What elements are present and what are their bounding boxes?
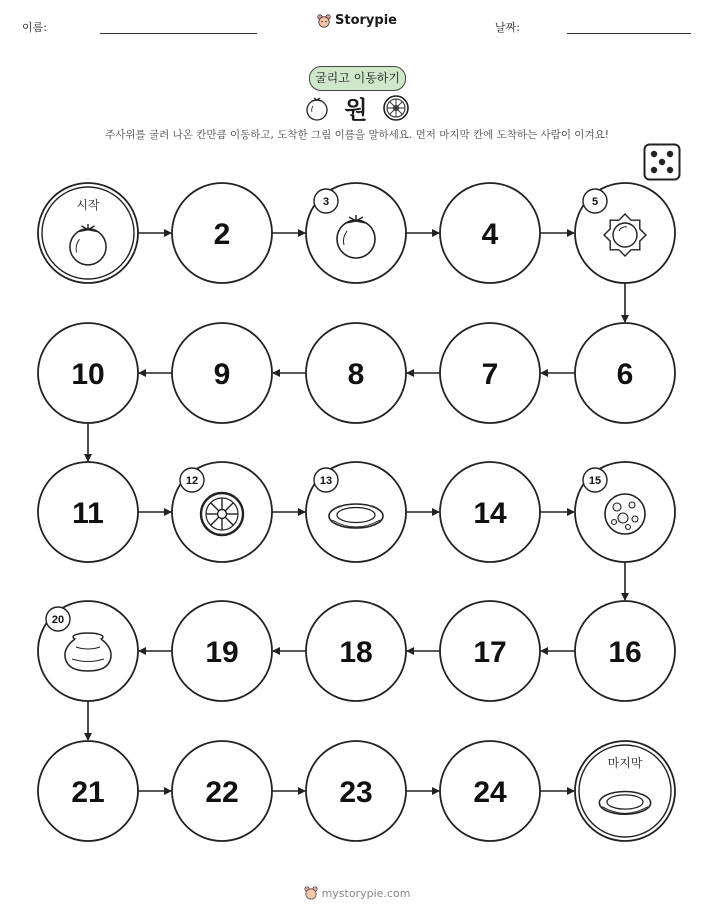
space-badge-number: 12 (185, 475, 199, 487)
space-number: 8 (347, 358, 365, 391)
board-space-15[interactable] (575, 462, 675, 562)
brand-name: Storypie (335, 13, 397, 28)
space-number: 6 (616, 358, 634, 391)
page-title: 원 (344, 96, 368, 124)
moon-icon (605, 494, 645, 534)
board-space-23[interactable] (306, 741, 406, 841)
space-number: 4 (481, 218, 499, 251)
board-space-20[interactable] (38, 601, 138, 701)
space-number-badge (583, 468, 607, 492)
board-space-1[interactable] (38, 183, 138, 283)
space-number: 16 (608, 636, 642, 669)
board-space-13[interactable] (306, 462, 406, 562)
name-label: 이름: (22, 21, 47, 34)
board-space-17[interactable] (440, 601, 540, 701)
space-number: 2 (213, 218, 231, 251)
space-number-badge (314, 468, 338, 492)
board-space-16[interactable] (575, 601, 675, 701)
sun-icon (604, 214, 646, 256)
space-number: 9 (213, 358, 231, 391)
board-space-7[interactable] (440, 323, 540, 423)
space-badge-number: 13 (319, 475, 333, 487)
board-space-14[interactable] (440, 462, 540, 562)
date-label: 날짜: (495, 21, 520, 34)
space-label: 시작 (76, 198, 100, 212)
board-space-12[interactable] (172, 462, 272, 562)
board-space-10[interactable] (38, 323, 138, 423)
space-badge-number: 20 (51, 614, 65, 626)
space-number-badge (314, 189, 338, 213)
activity-tag: 굴리고 이동하기 (309, 66, 406, 91)
board-space-11[interactable] (38, 462, 138, 562)
space-number: 17 (473, 636, 507, 669)
space-number: 10 (71, 358, 105, 391)
board-space-8[interactable] (306, 323, 406, 423)
space-number: 11 (72, 497, 104, 530)
space-number-badge (583, 189, 607, 213)
space-number-badge (46, 607, 70, 631)
space-number: 21 (71, 776, 105, 809)
board-space-22[interactable] (172, 741, 272, 841)
board-space-4[interactable] (440, 183, 540, 283)
bear-logo-icon (304, 886, 318, 900)
board-space-24[interactable] (440, 741, 540, 841)
board-space-21[interactable] (38, 741, 138, 841)
space-number: 18 (339, 636, 373, 669)
plate-icon (599, 792, 650, 815)
board-space-19[interactable] (172, 601, 272, 701)
space-number: 19 (205, 636, 239, 669)
space-label: 마지막 (607, 756, 643, 770)
space-number: 23 (339, 776, 373, 809)
space-badge-number: 5 (591, 196, 599, 208)
space-badge-number: 15 (588, 475, 602, 487)
board-space-5[interactable] (575, 183, 675, 283)
board-space-9[interactable] (172, 323, 272, 423)
space-number: 22 (205, 776, 239, 809)
board-space-2[interactable] (172, 183, 272, 283)
instructions: 주사위를 굴려 나온 칸만큼 이동하고, 도착한 그림 이름을 말하세요. 먼저 마지막 칸에 도착하는 사람이 이겨요! (105, 129, 609, 141)
board-space-18[interactable] (306, 601, 406, 701)
space-number: 24 (473, 776, 507, 809)
footer (0, 886, 714, 903)
board-space-6[interactable] (575, 323, 675, 423)
footer-url[interactable]: mystorypie.com (321, 886, 411, 900)
board-space-25[interactable] (575, 741, 675, 841)
board-space-3[interactable] (306, 183, 406, 283)
wheel-icon (201, 493, 243, 535)
plate-icon (329, 504, 383, 528)
space-number: 7 (481, 358, 499, 391)
space-number-badge (180, 468, 204, 492)
space-number: 14 (473, 497, 507, 530)
space-badge-number: 3 (322, 196, 330, 208)
